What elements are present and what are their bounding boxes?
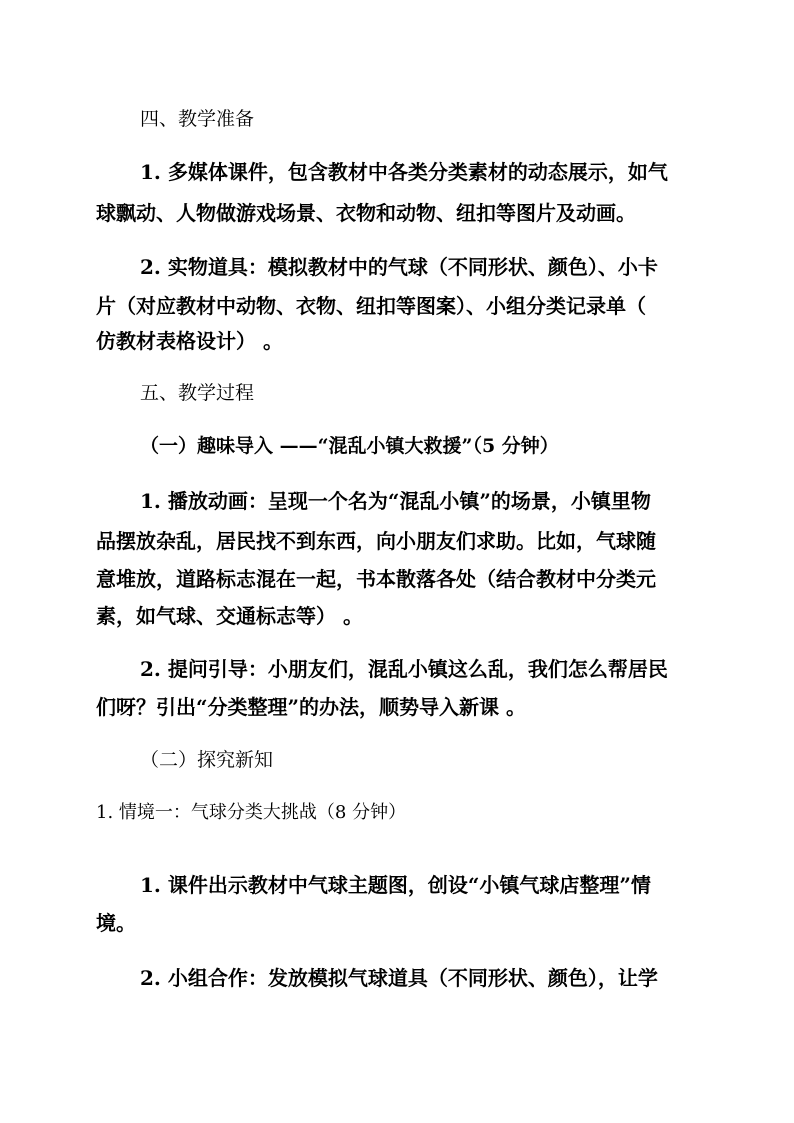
part-1-heading: （一）趣味导入 ——“混乱小镇大救援”（5 分钟） <box>140 435 559 457</box>
situation-1-item-1-line-2: 境。 <box>96 911 136 935</box>
intro-item-2-line-1: 2. 提问引导：小朋友们，混乱小镇这么乱，我们怎么帮居民 <box>140 657 668 681</box>
prep-item-2-line-1: 2. 实物道具：模拟教材中的气球（不同形状、颜色）、小卡 <box>140 255 658 279</box>
intro-item-1-line-3: 意堆放，道路标志混在一起，书本散落各处（结合教材中分类元 <box>96 567 656 591</box>
intro-item-2-line-2: 们呀？引出“分类整理”的办法，顺势导入新课 。 <box>96 695 526 719</box>
prep-item-2-line-3: 仿教材表格设计） 。 <box>96 329 283 353</box>
prep-item-1-line-1: 1. 多媒体课件，包含教材中各类分类素材的动态展示，如气 <box>140 160 668 184</box>
section-5-heading: 五、教学过程 <box>140 382 255 404</box>
situation-1-item-1-line-1: 1. 课件出示教材中气球主题图，创设“小镇气球店整理”情 <box>140 873 651 897</box>
situation-1-item-2-line-1: 2. 小组合作：发放模拟气球道具（不同形状、颜色），让学 <box>140 966 658 990</box>
prep-item-2-line-2: 片（对应教材中动物、衣物、纽扣等图案）、小组分类记录单（ <box>96 294 646 318</box>
part-2-heading: （二）探究新知 <box>140 749 274 771</box>
intro-item-1-line-2: 品摆放杂乱，居民找不到东西，向小朋友们求助。比如，气球随 <box>96 529 656 553</box>
prep-item-1-line-2: 球飘动、人物做游戏场景、衣物和动物、纽扣等图片及动画。 <box>96 201 636 225</box>
intro-item-1-line-1: 1. 播放动画：呈现一个名为“混乱小镇”的场景，小镇里物 <box>140 489 651 513</box>
situation-1-heading: 1. 情境一：气球分类大挑战（8 分钟） <box>96 802 407 823</box>
section-4-heading: 四、教学准备 <box>140 108 255 130</box>
intro-item-1-line-4: 素，如气球、交通标志等） 。 <box>96 604 363 628</box>
